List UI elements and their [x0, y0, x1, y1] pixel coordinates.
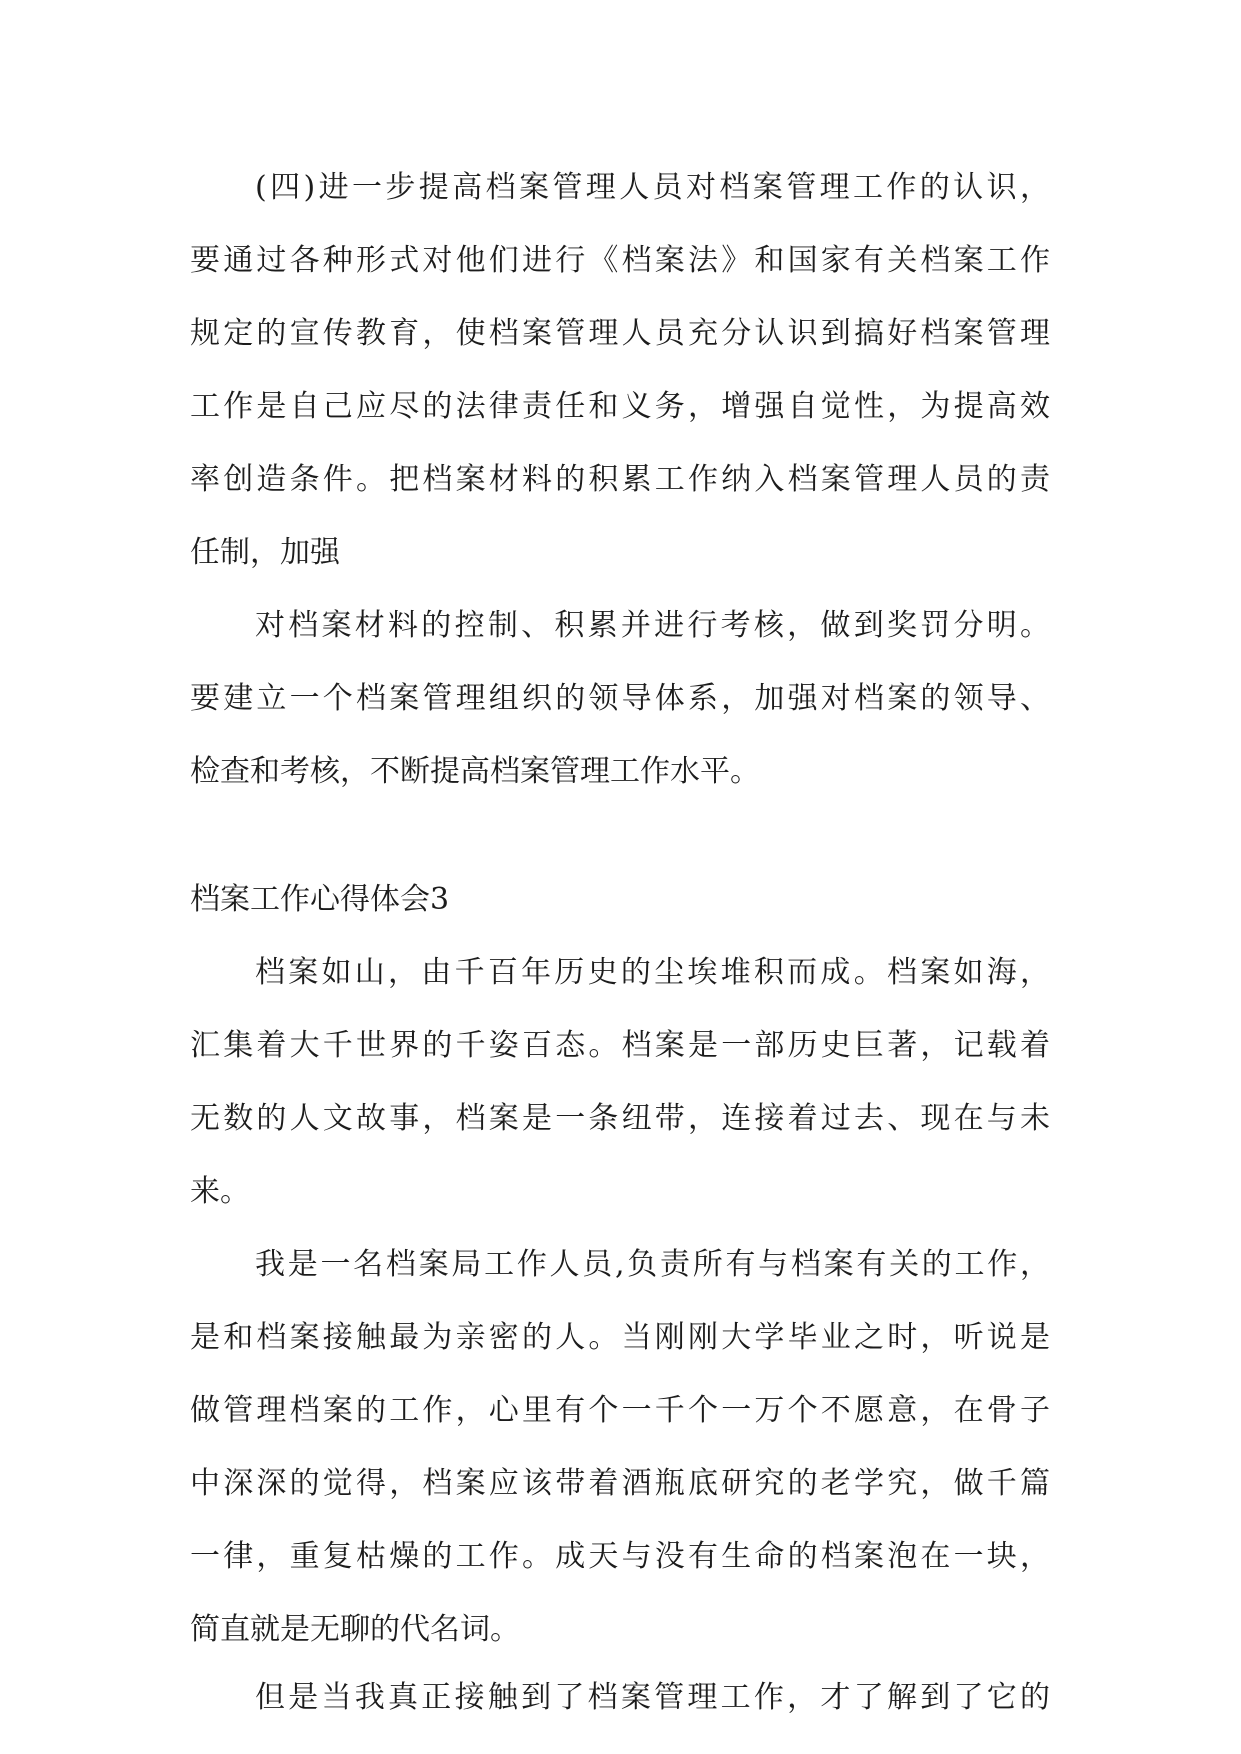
- paragraph-line: 任制，加强: [190, 535, 340, 570]
- paragraph-line: 我是一名档案局工作人员,负责所有与档案有关的工作，: [255, 1247, 1050, 1282]
- paragraph-line: 检查和考核，不断提高档案管理工作水平。: [190, 754, 760, 789]
- paragraph-line: 做管理档案的工作，心里有个一千个一万个不愿意，在骨子: [190, 1393, 1050, 1428]
- paragraph-line: 工作是自己应尽的法律责任和义务，增强自觉性，为提高效: [190, 389, 1050, 424]
- paragraph-line: (四)进一步提高档案管理人员对档案管理工作的认识，: [255, 170, 1050, 205]
- section-title: 档案工作心得体会3: [190, 882, 450, 917]
- paragraph-line: 对档案材料的控制、积累并进行考核，做到奖罚分明。: [255, 608, 1050, 643]
- paragraph-line: 无数的人文故事，档案是一条纽带，连接着过去、现在与未: [190, 1101, 1050, 1136]
- paragraph-line: 要建立一个档案管理组织的领导体系，加强对档案的领导、: [190, 681, 1050, 716]
- paragraph-line: 一律，重复枯燥的工作。成天与没有生命的档案泡在一块，: [190, 1539, 1050, 1574]
- paragraph-line: 档案如山，由千百年历史的尘埃堆积而成。档案如海，: [255, 955, 1050, 990]
- paragraph-line: 但是当我真正接触到了档案管理工作，才了解到了它的: [255, 1680, 1050, 1715]
- paragraph-line: 来。: [190, 1174, 250, 1209]
- paragraph-line: 中深深的觉得，档案应该带着酒瓶底研究的老学究，做千篇: [190, 1466, 1050, 1501]
- paragraph-line: 是和档案接触最为亲密的人。当刚刚大学毕业之时，听说是: [190, 1320, 1050, 1355]
- paragraph-line: 率创造条件。把档案材料的积累工作纳入档案管理人员的责: [190, 462, 1050, 497]
- paragraph-line: 规定的宣传教育，使档案管理人员充分认识到搞好档案管理: [190, 316, 1050, 351]
- paragraph-line: 汇集着大千世界的千姿百态。档案是一部历史巨著，记载着: [190, 1028, 1050, 1063]
- paragraph-line: 要通过各种形式对他们进行《档案法》和国家有关档案工作: [190, 243, 1050, 278]
- paragraph-line: 简直就是无聊的代名词。: [190, 1612, 520, 1647]
